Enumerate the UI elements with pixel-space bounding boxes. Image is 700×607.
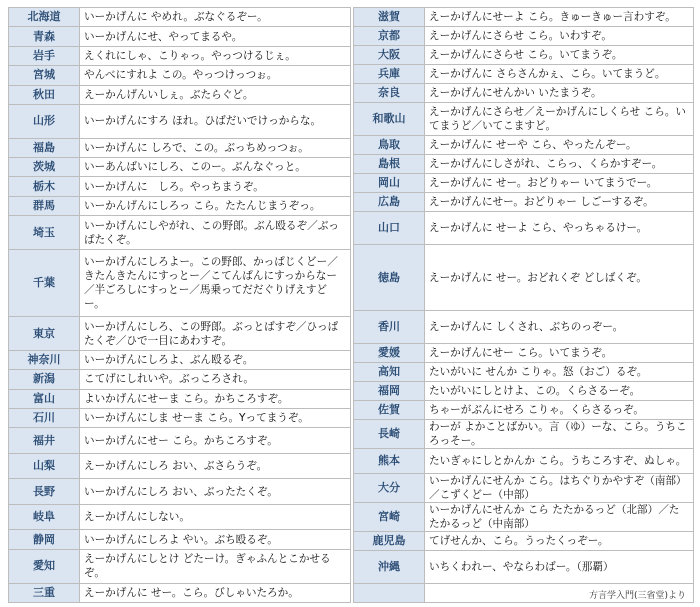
table-row bbox=[354, 382, 694, 401]
dialect-phrase: てげせんか、こら。うったくっぞー。 bbox=[425, 532, 694, 551]
table-row bbox=[354, 84, 694, 103]
prefecture-name: 山梨 bbox=[9, 453, 80, 479]
prefecture-name: 徳島 bbox=[354, 245, 425, 311]
table-row bbox=[354, 401, 694, 420]
table-row bbox=[354, 532, 694, 551]
table-row bbox=[9, 583, 351, 603]
dialect-phrase: いーかげんにしやがれ、この野郎。ぶん殴るぞ／ぶっぱたくぞ。 bbox=[80, 216, 351, 250]
prefecture-name: 秋田 bbox=[9, 85, 80, 104]
dialect-phrase: えくれにしゃ、こりゃっ。やっつけるじぇ。 bbox=[80, 46, 351, 65]
prefecture-name: 和歌山 bbox=[354, 103, 425, 136]
dialect-table-right bbox=[353, 7, 694, 603]
table-row bbox=[354, 103, 694, 136]
prefecture-name: 東京 bbox=[9, 317, 80, 351]
dialect-phrase: えーかげんにせーよ こら。きゅーきゅー言わすぞ。 bbox=[425, 8, 694, 27]
table-row bbox=[9, 389, 351, 408]
dialect-phrase: いーかげんにすろ ほれ。ひばだいでけっからな。 bbox=[80, 104, 351, 138]
table-row bbox=[9, 46, 351, 65]
prefecture-name: 沖縄 bbox=[354, 551, 425, 584]
dialect-phrase: いーかげんに しろで、この。ぶっちめっつぉ。 bbox=[80, 138, 351, 157]
dialect-phrase: えーかげんに せーや こら、やったんぞー。 bbox=[425, 136, 694, 155]
table-row bbox=[9, 177, 351, 196]
dialect-phrase: わーが よかことばかい。言（ゆ）ーな、こら。うちころっそー。 bbox=[425, 420, 694, 449]
table-row bbox=[9, 158, 351, 177]
dialect-phrase: たいぎゃにしとかんか こら。うちころすぞ、ぬしゃ。 bbox=[425, 449, 694, 474]
prefecture-name: 福島 bbox=[9, 138, 80, 157]
prefecture-name: 奈良 bbox=[354, 84, 425, 103]
prefecture-name: 群馬 bbox=[9, 196, 80, 215]
dialect-phrase: いーかげんに やめれ。ぶなぐるぞー。 bbox=[80, 8, 351, 27]
table-row bbox=[354, 420, 694, 449]
prefecture-name bbox=[354, 584, 425, 603]
table-row bbox=[9, 66, 351, 85]
dialect-phrase: えーかげんに さらさんかぇ、こら。いてまうど。 bbox=[425, 65, 694, 84]
dialect-phrase: いーかげんにしろよ やい。ぶち殴るぞ。 bbox=[80, 530, 351, 549]
prefecture-name: 長崎 bbox=[354, 420, 425, 449]
prefecture-name: 京都 bbox=[354, 27, 425, 46]
dialect-phrase: えーかげんに しくされ、ぶちのっぞー。 bbox=[425, 311, 694, 344]
table-row bbox=[354, 449, 694, 474]
prefecture-name: 滋賀 bbox=[354, 8, 425, 27]
prefecture-name: 富山 bbox=[9, 389, 80, 408]
prefecture-name: 香川 bbox=[354, 311, 425, 344]
table-row bbox=[354, 136, 694, 155]
dialect-phrase: えーかげんに せー。おどりゃー いてまうでー。 bbox=[425, 174, 694, 193]
prefecture-name: 長野 bbox=[9, 479, 80, 505]
prefecture-name: 大阪 bbox=[354, 46, 425, 65]
prefecture-name: 岡山 bbox=[354, 174, 425, 193]
table-row bbox=[9, 350, 351, 369]
dialect-phrase: えーかげんにさらせ／えーかげんにしくらせ こら。いてまうど／いてこますど。 bbox=[425, 103, 694, 136]
dialect-phrase: えーかんげんいしぇ。ぶたらぐど。 bbox=[80, 85, 351, 104]
table-row bbox=[354, 8, 694, 27]
prefecture-name: 福井 bbox=[9, 428, 80, 454]
table-row bbox=[354, 363, 694, 382]
source-note: 方言学入門(三省堂)より bbox=[588, 591, 686, 601]
dialect-phrase: たいがいに せんか こりゃ。怒（おご）るぞ。 bbox=[425, 363, 694, 382]
dialect-phrase: えーかげんに せー。こら。びしゃいたろか。 bbox=[80, 583, 351, 603]
dialect-phrase: いーかげんにせんか こら たたかるっど（北部）／たたかるっど（中南部） bbox=[425, 503, 694, 532]
table-row bbox=[354, 193, 694, 212]
table-row bbox=[354, 212, 694, 245]
dialect-phrase: えーかげんにしとけ どたーけ。ぎゃふんとこかせるぞ。 bbox=[80, 549, 351, 583]
table-row bbox=[354, 551, 694, 584]
prefecture-name: 島根 bbox=[354, 155, 425, 174]
table-row bbox=[354, 311, 694, 344]
prefecture-name: 兵庫 bbox=[354, 65, 425, 84]
prefecture-name: 高知 bbox=[354, 363, 425, 382]
prefecture-name: 新潟 bbox=[9, 370, 80, 389]
dialect-phrase: いーかげんにしろ、この野郎。ぶっとばすぞ／ひっぱたくぞ／ひで一目にあわすぞ。 bbox=[80, 317, 351, 351]
dialect-phrase: えーかげんに せーよ こら、やっちゃるけー。 bbox=[425, 212, 694, 245]
dialect-phrase: いちくわれー、やならわばー。（那覇） bbox=[425, 551, 694, 584]
prefecture-name: 愛媛 bbox=[354, 344, 425, 363]
dialect-phrase: えーかげんにせー。おどりゃー しごーするぞ。 bbox=[425, 193, 694, 212]
prefecture-name: 大分 bbox=[354, 474, 425, 503]
table-row bbox=[354, 65, 694, 84]
prefecture-name: 岩手 bbox=[9, 46, 80, 65]
table-row bbox=[9, 479, 351, 505]
prefecture-name: 茨城 bbox=[9, 158, 80, 177]
prefecture-name: 青森 bbox=[9, 27, 80, 46]
prefecture-name: 山形 bbox=[9, 104, 80, 138]
table-row bbox=[9, 409, 351, 428]
dialect-phrase: いーかげんにしろ おい、ぶったたくぞ。 bbox=[80, 479, 351, 505]
dialect-phrase: いーかげんにせー こら。かちころすぞ。 bbox=[80, 428, 351, 454]
dialect-phrase: いーあんばいにしろ、このー。ぶんなぐっと。 bbox=[80, 158, 351, 177]
table-row bbox=[9, 549, 351, 583]
prefecture-name: 埼玉 bbox=[9, 216, 80, 250]
prefecture-name: 佐賀 bbox=[354, 401, 425, 420]
dialect-phrase: いーかげんにせ、やってまるや。 bbox=[80, 27, 351, 46]
table-row bbox=[354, 27, 694, 46]
prefecture-name: 岐阜 bbox=[9, 504, 80, 530]
table-row bbox=[9, 138, 351, 157]
table-row bbox=[9, 370, 351, 389]
prefecture-name: 栃木 bbox=[9, 177, 80, 196]
table-row bbox=[354, 503, 694, 532]
table-row bbox=[354, 474, 694, 503]
dialect-phrase: いーかげんにしま せーま こら。Yってまうぞ。 bbox=[80, 409, 351, 428]
prefecture-name: 愛知 bbox=[9, 549, 80, 583]
dialect-phrase: ちゃーがぶんにせろ こりゃ。くらさるっぞ。 bbox=[425, 401, 694, 420]
prefecture-name: 鳥取 bbox=[354, 136, 425, 155]
table-row bbox=[9, 8, 351, 27]
prefecture-name: 北海道 bbox=[9, 8, 80, 27]
prefecture-name: 千葉 bbox=[9, 249, 80, 316]
prefecture-name: 宮崎 bbox=[354, 503, 425, 532]
table-row bbox=[354, 155, 694, 174]
prefecture-name: 静岡 bbox=[9, 530, 80, 549]
dialect-phrase: えーかげんにさらせ こら。いてまうぞ。 bbox=[425, 46, 694, 65]
table-row bbox=[9, 27, 351, 46]
dialect-phrase: やんべにすれよ この。やっつけっつぉ。 bbox=[80, 66, 351, 85]
table-row bbox=[9, 249, 351, 316]
table-row bbox=[9, 85, 351, 104]
prefecture-name: 広島 bbox=[354, 193, 425, 212]
dialect-phrase: いーかげんにしろよ、ぶん殴るぞ。 bbox=[80, 350, 351, 369]
dialect-phrase: えーかげんにせんかい いたまうぞ。 bbox=[425, 84, 694, 103]
table-row bbox=[9, 196, 351, 215]
dialect-phrase: えーかげんにさらせ こら。いわすぞ。 bbox=[425, 27, 694, 46]
dialect-phrase: いーかげんにせんか こら。はちぐりかやすぞ（南部）／こずくどー（中部） bbox=[425, 474, 694, 503]
prefecture-name: 山口 bbox=[354, 212, 425, 245]
prefecture-name: 福岡 bbox=[354, 382, 425, 401]
table-row bbox=[9, 530, 351, 549]
table-row bbox=[354, 245, 694, 311]
dialect-phrase: えーかげんにしさがれ、こらっ、くらかすぞー。 bbox=[425, 155, 694, 174]
dialect-phrase: いーかげんにしろよー。この野郎、かっぱじくどー／きたんきたんにすっとー／こてんぱんにすっからなー／半ごろしにすっとー／馬乗ってだだぐりげえすどー。 bbox=[80, 249, 351, 316]
table-row bbox=[9, 216, 351, 250]
dialect-phrase: こてげにしれいや。ぶっころされ。 bbox=[80, 370, 351, 389]
table-row bbox=[354, 174, 694, 193]
prefecture-name: 石川 bbox=[9, 409, 80, 428]
dialect-tables bbox=[8, 7, 692, 603]
dialect-phrase: えーかげんにせー こら。いてまうぞ。 bbox=[425, 344, 694, 363]
table-row bbox=[354, 344, 694, 363]
dialect-phrase: えーかげんにしろ おい、ぶさらうぞ。 bbox=[80, 453, 351, 479]
table-row bbox=[9, 453, 351, 479]
dialect-phrase: えーかげんにしない。 bbox=[80, 504, 351, 530]
prefecture-name: 神奈川 bbox=[9, 350, 80, 369]
dialect-phrase: よいかげんにせーま こら。かちころすぞ。 bbox=[80, 389, 351, 408]
dialect-phrase: えーかげんに せー。おどれくぞ どしばくぞ。 bbox=[425, 245, 694, 311]
table-row bbox=[9, 428, 351, 454]
table-row bbox=[9, 504, 351, 530]
table-row bbox=[9, 104, 351, 138]
dialect-phrase: いーかげんに しろ。やっちまうぞ。 bbox=[80, 177, 351, 196]
dialect-phrase: いーかんげんにしろっ こら。たたんじまうぞっ。 bbox=[80, 196, 351, 215]
prefecture-name: 宮城 bbox=[9, 66, 80, 85]
dialect-table-left bbox=[8, 7, 351, 603]
dialect-phrase: たいがいにしとけよ、この。くらさるーぞ。 bbox=[425, 382, 694, 401]
prefecture-name: 熊本 bbox=[354, 449, 425, 474]
prefecture-name: 三重 bbox=[9, 583, 80, 603]
table-row bbox=[354, 46, 694, 65]
table-row bbox=[9, 317, 351, 351]
prefecture-name: 鹿児島 bbox=[354, 532, 425, 551]
